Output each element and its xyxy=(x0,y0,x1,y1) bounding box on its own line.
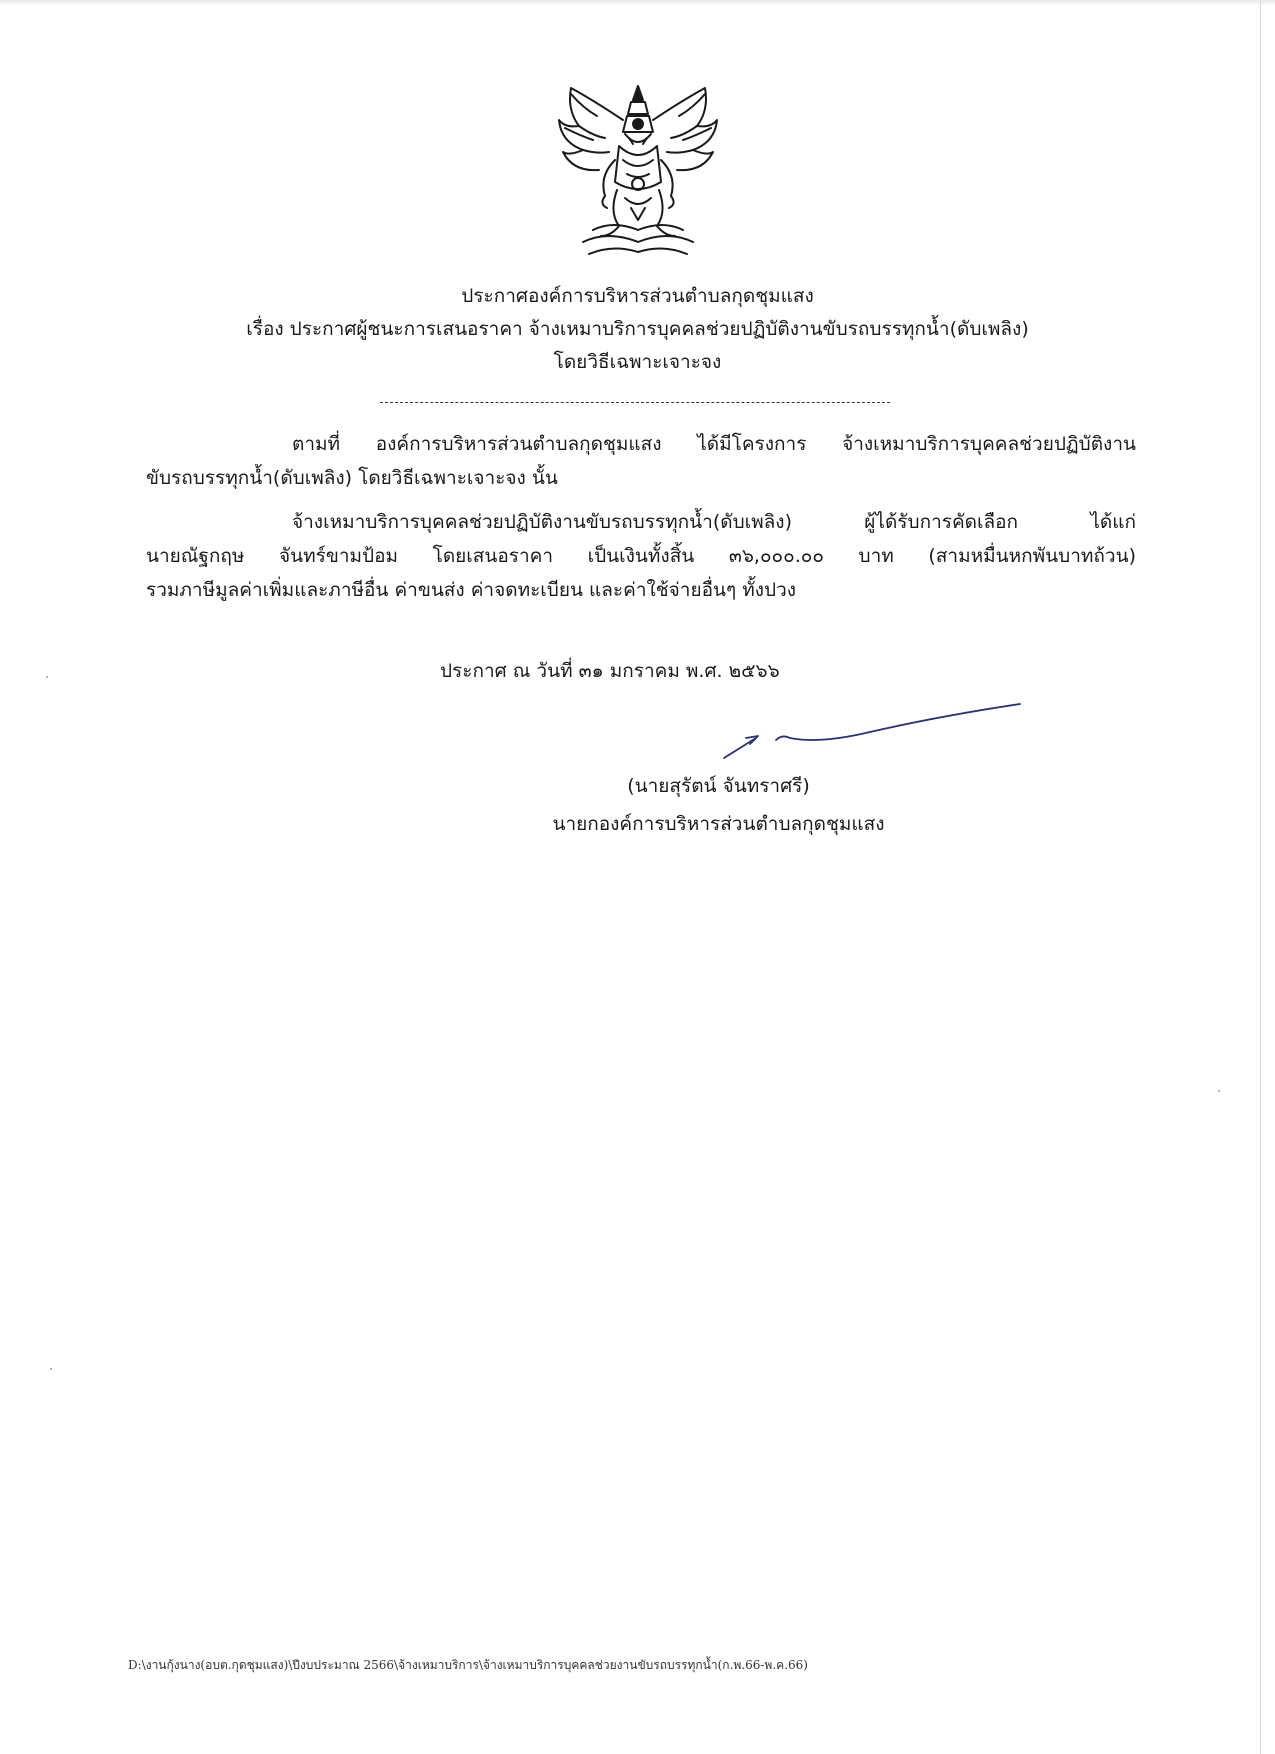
garuda-emblem-icon xyxy=(553,80,723,260)
subject-line: เรื่อง ประกาศผู้ชนะการเสนอราคา จ้างเหมาบริการบุคคลช่วยปฏิบัติงานขับรถบรรทุกน้ำ(ดับเพลิง) xyxy=(246,318,1029,340)
paragraph-winner xyxy=(146,505,1136,607)
signer-position: นายกองค์การบริหารส่วนตำบลกุดชุมแสง xyxy=(552,813,885,835)
announcement-title-block xyxy=(0,280,1275,379)
handwritten-signature-icon xyxy=(720,692,1030,762)
scan-speck xyxy=(50,1368,52,1370)
p2-line-2: นายณัฐกฤษ จันทร์ขามป้อม โดยเสนอราคา เป็นเงินทั้งสิ้น ๓๖,๐๐๐.๐๐ บาท (สามหมื่นหกพันบาทถ้วน) xyxy=(146,545,1136,567)
title-divider xyxy=(380,402,890,403)
p1-line-2: ขับรถบรรทุกน้ำ(ดับเพลิง) โดยวิธีเฉพาะเจาะจง นั้น xyxy=(146,467,558,489)
p2-line-1: จ้างเหมาบริการบุคคลช่วยปฏิบัติงานขับรถบรรทุกน้ำ(ดับเพลิง) ผู้ได้รับการคัดเลือก ได้แก่ xyxy=(292,511,1136,533)
org-heading: ประกาศองค์การบริหารส่วนตำบลกุดชุมแสง xyxy=(461,285,814,307)
p2-line-3: รวมภาษีมูลค่าเพิ่มและภาษีอื่น ค่าขนส่ง ค่าจดทะเบียน และค่าใช้จ่ายอื่นๆ ทั้งปวง xyxy=(146,579,797,601)
method-line: โดยวิธีเฉพาะเจาะจง xyxy=(553,351,722,373)
scan-speck xyxy=(46,676,48,678)
footer-file-path: D:\งานกุ้งนาง(อบต.กุดชุมแสง)\ปีงบประมาณ 2566\จ้างเหมาบริการ\จ้างเหมาบริการบุคคลช่วยงานขับรถบรรทุกน้ำ(ก.พ.66-พ.ค.66) xyxy=(128,1658,808,1672)
announcement-date: ประกาศ ณ วันที่ ๓๑ มกราคม พ.ศ. ๒๕๖๖ xyxy=(440,660,780,682)
scan-speck xyxy=(1218,1090,1220,1092)
signer-name: (นายสุรัตน์ จันทราศรี) xyxy=(627,775,810,797)
scan-top-edge xyxy=(0,0,1275,6)
scan-right-edge xyxy=(1260,0,1261,1754)
paragraph-project xyxy=(146,427,1136,495)
p1-line-1: ตามที่ องค์การบริหารส่วนตำบลกุดชุมแสง ได้มีโครงการ จ้างเหมาบริการบุคคลช่วยปฏิบัติงาน xyxy=(292,433,1136,455)
